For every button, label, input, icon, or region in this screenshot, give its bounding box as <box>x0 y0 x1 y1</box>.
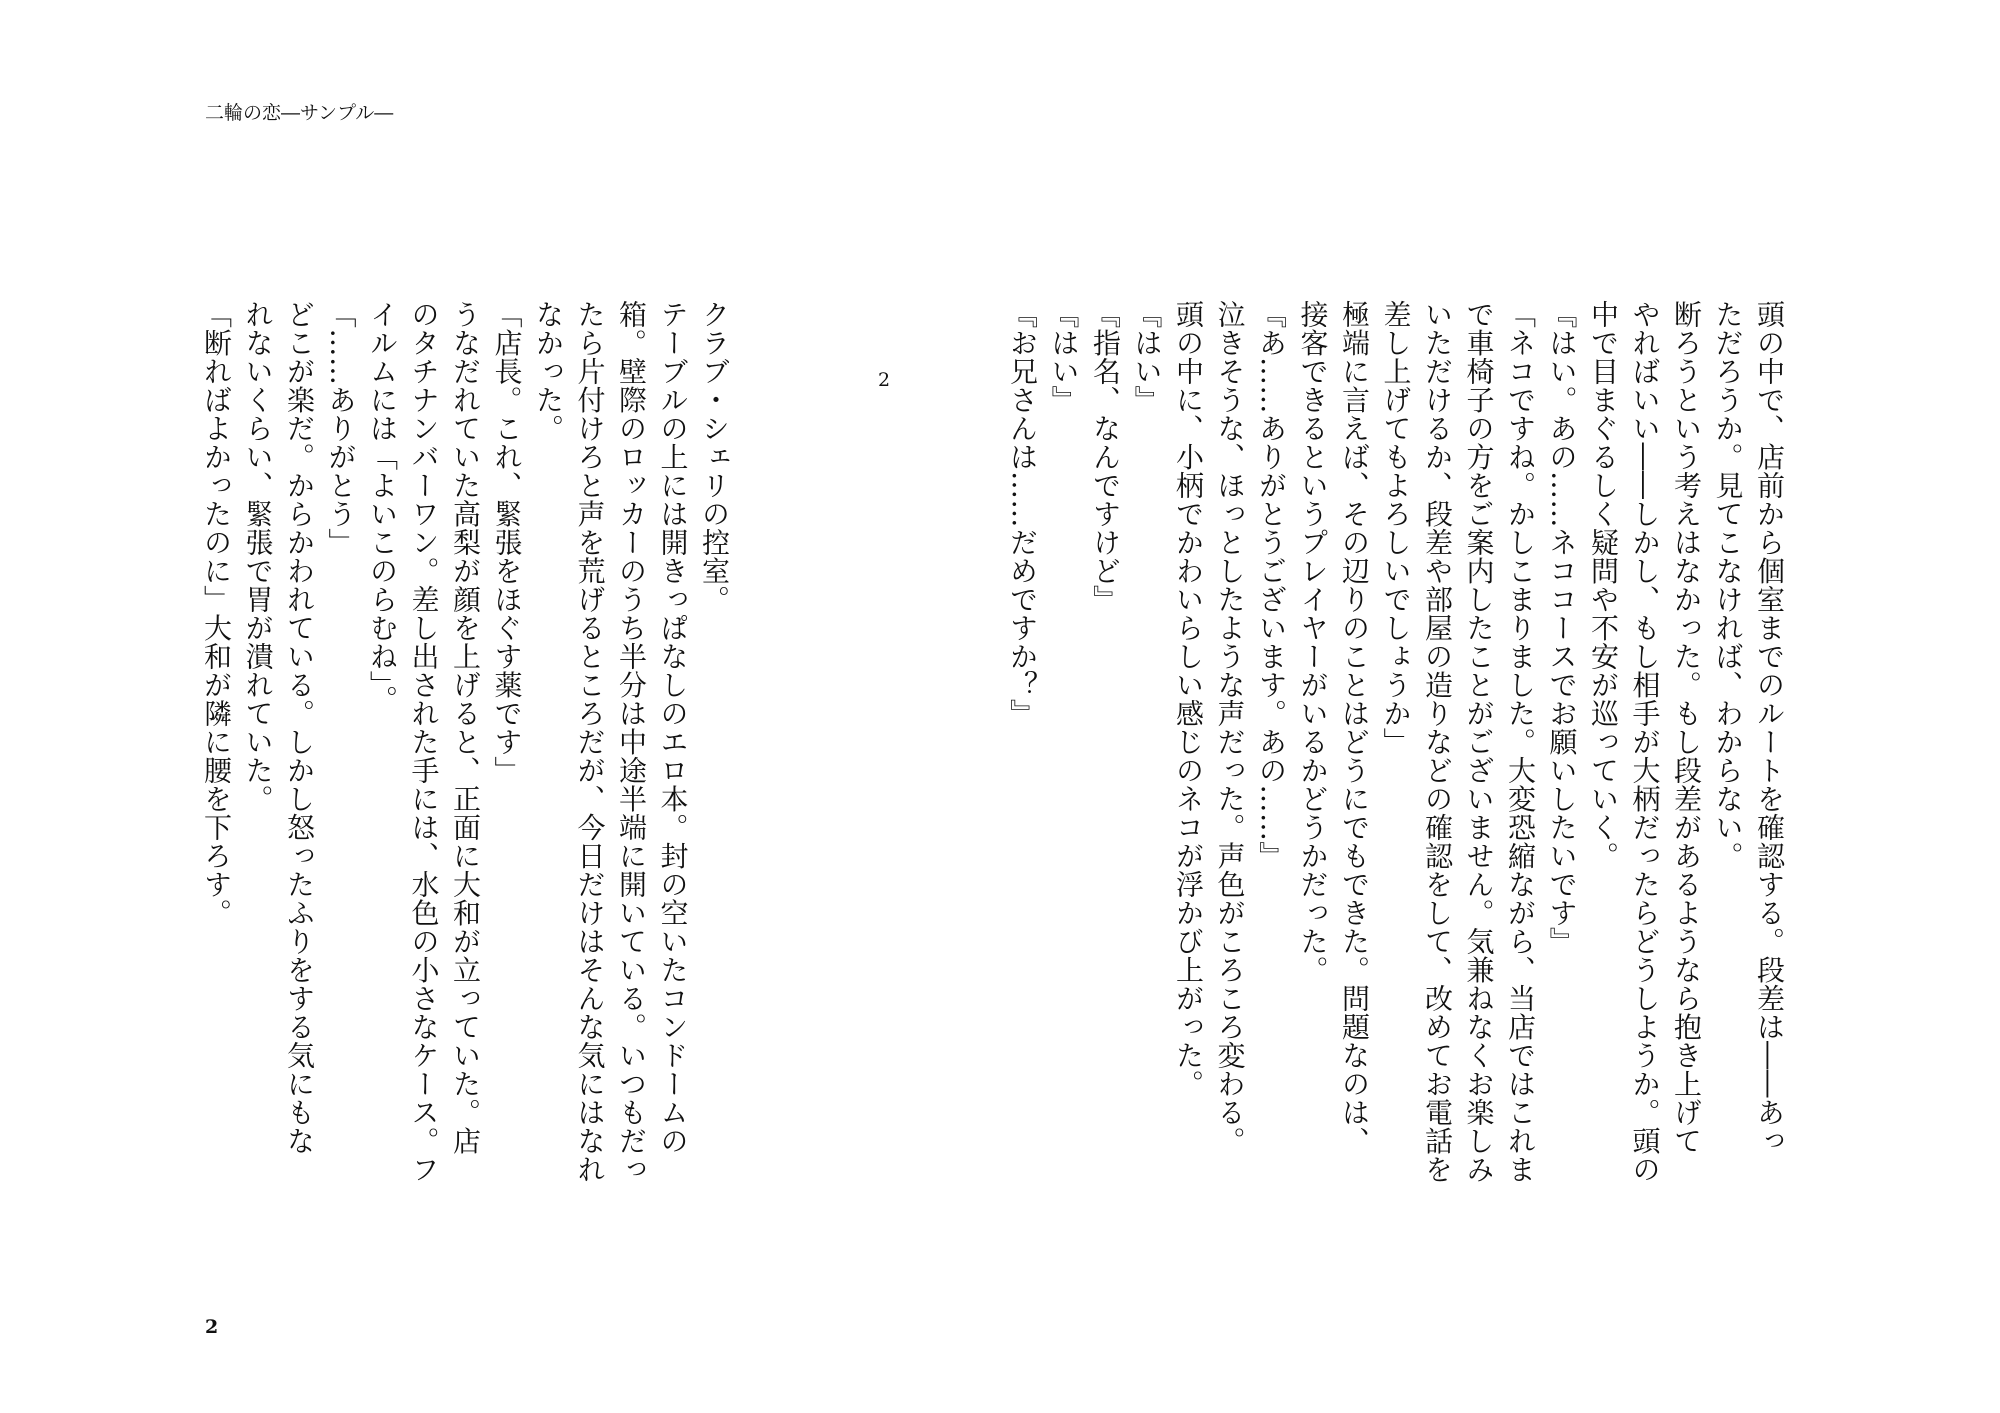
body-line: 『はい』 <box>1047 300 1081 414</box>
body-line: 『あ……ありがとうございます。あの……』 <box>1255 300 1288 870</box>
body-line: 極端に言えば、その辺りのことはどうにでもできた。問題なのは、 <box>1338 300 1371 1155</box>
body-line: 『指名、なんですけど』 <box>1089 300 1122 614</box>
body-line: 『はい』 <box>1130 300 1164 414</box>
body-text-block-left <box>200 300 735 1184</box>
body-line: たら片付けろと声を荒げるところだが、今日だけはそんな気にはなれ <box>573 300 607 1184</box>
body-line: ただろうか。見てこなければ、わからない。 <box>1711 300 1745 870</box>
body-line: れないくらい、緊張で胃が潰れていた。 <box>241 300 275 813</box>
body-line: うなだれていた高梨が顔を上げると、正面に大和が立っていた。店 <box>449 300 482 1155</box>
body-line: クラブ・シェリの控室。 <box>698 300 731 614</box>
body-line: どこが楽だ。からかわれている。しかし怒ったふりをする気にもな <box>283 300 316 1155</box>
body-line: で車椅子の方をご案内したことがございません。気兼ねなくお楽しみ <box>1462 300 1496 1184</box>
page-number: 2 <box>205 1316 219 1338</box>
body-line: 断ろうという考えはなかった。もし段差があるようなら抱き上げて <box>1670 300 1703 1155</box>
body-line: 泣きそうな、ほっとしたような声だった。声色がころころ変わる。 <box>1213 300 1247 1155</box>
body-line: 「ネコですね。かしこまりました。大変恐縮ながら、当店ではこれま <box>1504 300 1537 1184</box>
body-line: やればいい――しかし、もし相手が大柄だったらどうしようか。頭の <box>1628 300 1662 1184</box>
body-line: 『はい。あの……ネココースでお願いしたいです』 <box>1545 300 1579 956</box>
body-line: 「店長。これ、緊張をほぐす薬です」 <box>490 300 524 785</box>
body-line: のタチナンバーワン。差し出された手には、水色の小さなケース。フ <box>407 300 441 1184</box>
running-header-title: 二輪の恋―サンプル― <box>205 102 394 124</box>
body-line: 差し上げてもよろしいでしょうか」 <box>1379 300 1413 756</box>
body-text-block-right <box>995 300 1790 1184</box>
body-line: 頭の中で、店前から個室までのルートを確認する。段差は――あっ <box>1753 300 1786 1155</box>
body-line: 「……ありがとう」 <box>324 300 358 557</box>
body-line: 頭の中に、小柄でかわいらしい感じのネコが浮かび上がった。 <box>1172 300 1205 1098</box>
body-line: 接客できるというプレイヤーがいるかどうかだった。 <box>1296 300 1330 984</box>
chapter-number: 2 <box>878 369 891 391</box>
body-line: なかった。 <box>532 300 565 443</box>
body-line: イルムには「よいこのらむね」。 <box>366 300 399 714</box>
body-line: いただけるか、段差や部屋の造りなどの確認をして、改めてお電話を <box>1421 300 1454 1184</box>
body-line: テーブルの上には開きっぱなしのエロ本。封の空いたコンドームの <box>656 300 690 1155</box>
body-line: 『お兄さんは……だめですか？』 <box>1006 300 1039 728</box>
body-line: 箱。壁際のロッカーのうち半分は中途半端に開いている。いつもだっ <box>615 300 648 1184</box>
body-line: 中で目まぐるしく疑問や不安が巡っていく。 <box>1587 300 1620 870</box>
body-line: 「断ればよかったのに」大和が隣に腰を下ろす。 <box>200 300 233 927</box>
